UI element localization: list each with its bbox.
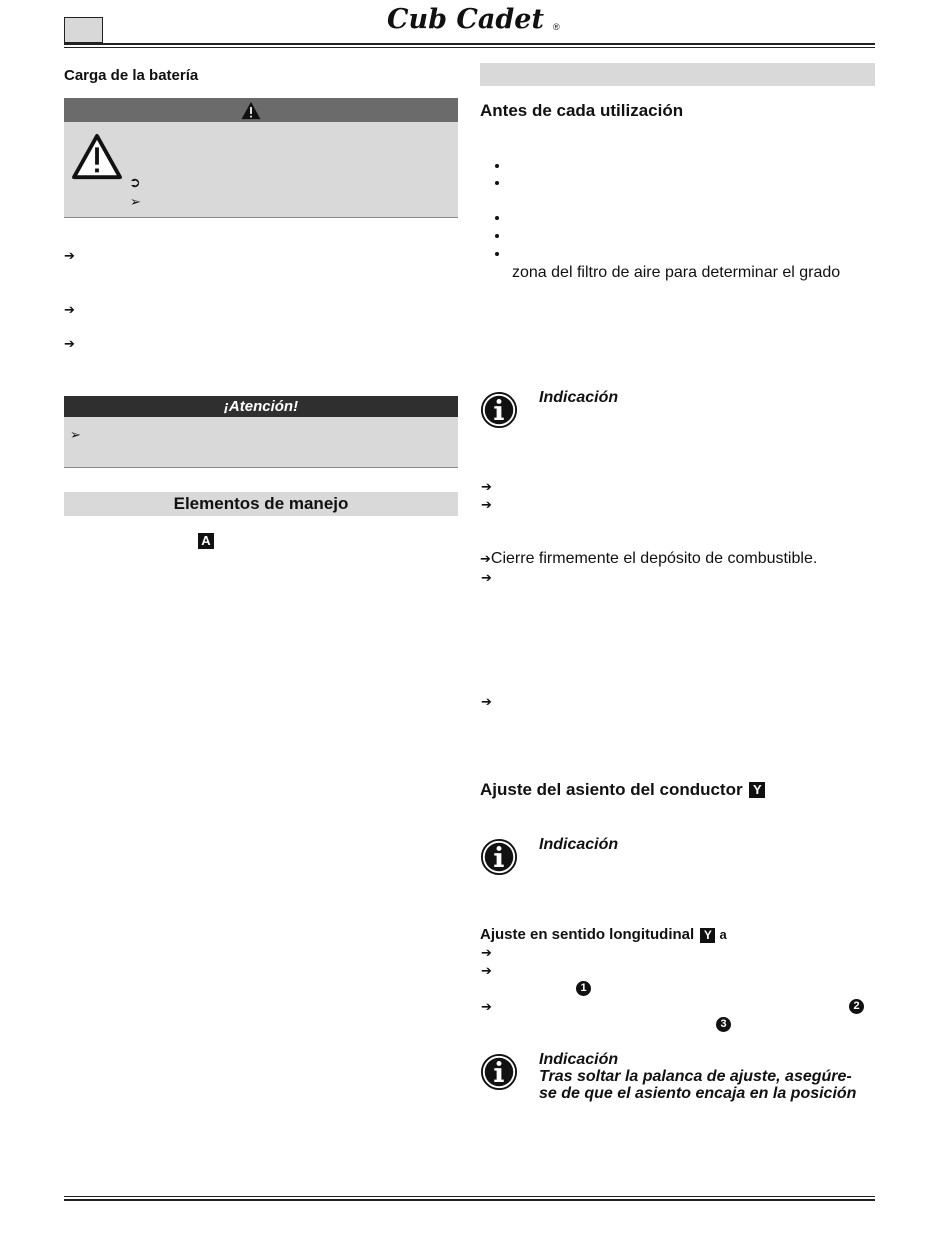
arrow-bullet: ➔: [64, 248, 75, 263]
arrow-bullet: ➔: [481, 999, 492, 1014]
attention-bottom-rule: [64, 467, 458, 468]
arrow-bullet: ➔: [481, 945, 492, 960]
logo-registered-mark: ®: [553, 22, 560, 32]
list-bullet: [495, 252, 499, 256]
warning-bullet-icon: ➲: [129, 174, 141, 190]
warning-triangle-icon: [239, 101, 263, 120]
arrow-bullet: ➔: [481, 963, 492, 978]
list-bullet: [495, 181, 499, 185]
longitudinal-label: Ajuste en sentido longitudinal: [480, 926, 695, 943]
note-line: Tras soltar la palanca de ajuste, asegúre-: [539, 1068, 852, 1085]
note-line: se de que el asiento encaja en la posición: [539, 1085, 857, 1102]
info-icon: [480, 1053, 518, 1091]
arrow-bullet: ➔: [64, 302, 75, 317]
step-number-2: 2: [849, 999, 864, 1014]
seat-heading: [480, 780, 765, 800]
attention-body: [64, 417, 458, 467]
warning-bottom-rule: [64, 217, 458, 218]
seat-heading-text: Ajuste del asiento del conductor: [480, 780, 743, 799]
note-title: Indicación: [539, 389, 619, 406]
step-number-1: 1: [576, 981, 591, 996]
warning-triangle-icon: [70, 133, 124, 181]
longitudinal-suffix: a: [719, 927, 727, 942]
header-rule-thick: [64, 43, 875, 45]
arrow-bullet: ➔: [64, 336, 75, 351]
info-icon: [480, 391, 518, 429]
before-use-heading: Antes de cada utilización: [480, 101, 684, 120]
list-bullet: [495, 164, 499, 168]
arrow-bullet: ➔: [481, 570, 492, 585]
longitudinal-heading: [480, 926, 727, 943]
list-bullet: [495, 234, 499, 238]
warning-body: [64, 122, 458, 217]
footer-rule-thick: [64, 1199, 875, 1201]
battery-heading: Carga de la batería: [64, 67, 199, 84]
figure-tag: A: [198, 533, 214, 549]
section-header-bar: [480, 63, 875, 86]
list-bullet: [495, 216, 499, 220]
note-title: Indicación: [539, 836, 619, 853]
close-tank-text: Cierre firmemente el depósito de combustible.: [490, 550, 818, 567]
controls-heading: Elementos de manejo: [173, 494, 349, 513]
page-number-box: [64, 17, 103, 43]
attention-title-bar: [64, 396, 458, 417]
figure-tag: Y: [700, 928, 715, 943]
logo-text: Cub Cadet: [387, 4, 544, 34]
arrow-bullet: ➔: [480, 551, 491, 566]
footer-rule-thin: [64, 1196, 875, 1197]
warning-bullet-icon: ➢: [130, 194, 141, 209]
bullet-text: zona del filtro de aire para determinar el grado: [512, 264, 841, 281]
controls-heading-bar: [64, 492, 458, 516]
close-tank-step: [480, 550, 817, 568]
info-icon: [480, 838, 518, 876]
arrow-bullet: ➔: [481, 694, 492, 709]
warning-title-bar: [64, 98, 458, 122]
cub-cadet-logo: [385, 2, 565, 34]
attention-bullet-icon: ➢: [70, 427, 81, 442]
step-number-3: 3: [716, 1017, 731, 1032]
arrow-bullet: ➔: [481, 479, 492, 494]
figure-tag: Y: [749, 782, 765, 798]
note-title: Indicación: [539, 1051, 619, 1068]
header-rule-thin: [64, 47, 875, 48]
arrow-bullet: ➔: [481, 497, 492, 512]
attention-title: ¡Atención!: [223, 398, 299, 415]
